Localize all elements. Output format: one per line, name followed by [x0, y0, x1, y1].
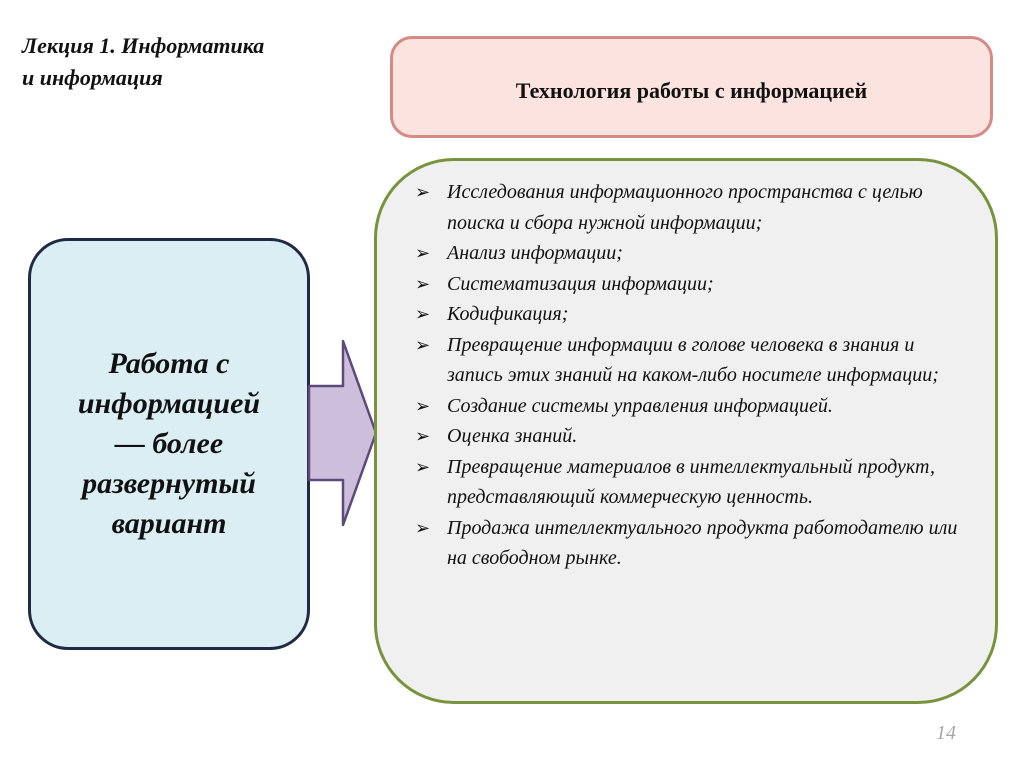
list-item-text: Создание системы управления информацией. [447, 394, 833, 417]
list-item [415, 452, 960, 513]
arrow-bullet-icon: ➢ [415, 304, 431, 324]
list-item [415, 299, 960, 330]
list-item [415, 513, 960, 574]
list-item-text: Исследования информационного пространства с целью поиска и сбора нужной информации; [447, 181, 923, 234]
list-item [415, 330, 960, 391]
lecture-title [22, 30, 382, 94]
page-number: 14 [936, 722, 956, 744]
left-box [28, 238, 310, 650]
left-box-line-1: Работа с [108, 347, 230, 380]
list-item [415, 238, 960, 269]
list-item-text: Превращение материалов в интеллектуальный продукт, представляющий коммерческую ценность. [447, 455, 935, 508]
right-box [374, 158, 998, 704]
header-box [390, 36, 993, 138]
right-arrow-icon [307, 338, 379, 528]
list-item-text: Оценка знаний. [447, 425, 578, 447]
left-box-line-5: вариант [111, 507, 227, 540]
arrow-bullet-icon: ➢ [415, 334, 431, 355]
arrow-bullet-icon: ➢ [415, 243, 431, 263]
arrow-shape [309, 341, 376, 525]
left-box-line-3: — более [114, 427, 224, 460]
list-item [415, 421, 960, 452]
header-title: Технология работы с информацией [515, 78, 868, 103]
arrow-bullet-icon: ➢ [415, 273, 431, 294]
arrow-bullet-icon: ➢ [415, 456, 431, 477]
list-item-text: Систематизация информации; [447, 272, 714, 295]
list-item-text: Кодификация; [447, 303, 569, 325]
list-item [415, 177, 960, 238]
left-box-line-2: информацией [77, 387, 261, 420]
arrow-bullet-icon: ➢ [415, 517, 431, 538]
list-item-text: Анализ информации; [447, 242, 623, 264]
lecture-title-line-2: и информация [22, 65, 163, 90]
list-item-text: Превращение информации в голове человека в знания и запись этих знаний на каком-либо носителе информации; [447, 333, 939, 386]
list-item-text: Продажа интеллектуального продукта работодателю или на свободном рынке. [447, 516, 958, 569]
lecture-title-line-1: Лекция 1. Информатика [22, 33, 265, 58]
list-item [415, 269, 960, 300]
left-box-text [49, 344, 289, 544]
left-box-line-4: развернутый [82, 467, 256, 500]
list-item [415, 391, 960, 422]
arrow-bullet-icon: ➢ [415, 182, 431, 202]
arrow-bullet-icon: ➢ [415, 426, 431, 446]
arrow-bullet-icon: ➢ [415, 395, 431, 416]
bullet-list [415, 177, 960, 574]
